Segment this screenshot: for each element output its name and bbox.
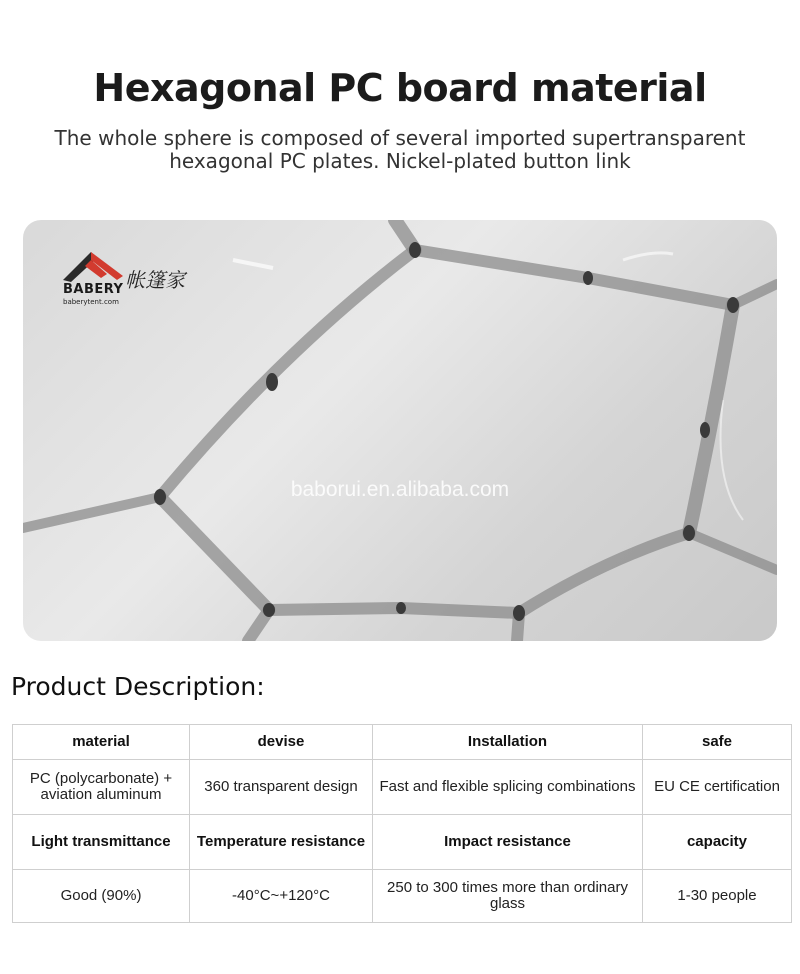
- section-title: Product Description:: [11, 672, 265, 701]
- roof-icon: [61, 246, 125, 282]
- logo-domain-text: baberytent.com: [63, 298, 119, 306]
- table-cell: Fast and flexible splicing combinations: [373, 760, 643, 815]
- logo-chinese-text: 帐篷家: [125, 268, 185, 292]
- table-cell: 250 to 300 times more than ordinary glass: [373, 870, 643, 923]
- reflection-highlight: [233, 260, 273, 268]
- table-cell: 360 transparent design: [190, 760, 373, 815]
- brand-logo: [61, 246, 191, 306]
- table-cell: 1-30 people: [643, 870, 792, 923]
- table-header-cell: Impact resistance: [373, 815, 643, 870]
- table-header-cell: devise: [190, 725, 373, 760]
- logo-brand-text: BABERY: [63, 282, 124, 297]
- spec-table: [12, 724, 792, 923]
- page-subtitle: The whole sphere is composed of several imported supertransparent hexagonal PC plates. Nickel-plated button link: [54, 126, 746, 173]
- table-cell: Good (90%): [13, 870, 190, 923]
- table-row: [13, 870, 792, 923]
- table-header-cell: safe: [643, 725, 792, 760]
- table-header-cell: capacity: [643, 815, 792, 870]
- product-photo: [23, 220, 777, 641]
- table-header-cell: Installation: [373, 725, 643, 760]
- table-header-cell: material: [13, 725, 190, 760]
- page-title: Hexagonal PC board material: [93, 66, 707, 110]
- table-row: [13, 815, 792, 870]
- table-header-cell: Temperature resistance: [190, 815, 373, 870]
- watermark-text: baborui.en.alibaba.com: [290, 478, 510, 501]
- nickel-buttons: [154, 242, 739, 621]
- table-row: [13, 760, 792, 815]
- table-cell: -40°C~+120°C: [190, 870, 373, 923]
- table-cell: PC (polycarbonate) + aviation aluminum: [13, 760, 190, 815]
- table-header-cell: Light transmittance: [13, 815, 190, 870]
- reflection-highlight: [721, 400, 744, 520]
- table-row: [13, 725, 792, 760]
- reflection-highlight: [623, 253, 673, 260]
- table-cell: EU CE certification: [643, 760, 792, 815]
